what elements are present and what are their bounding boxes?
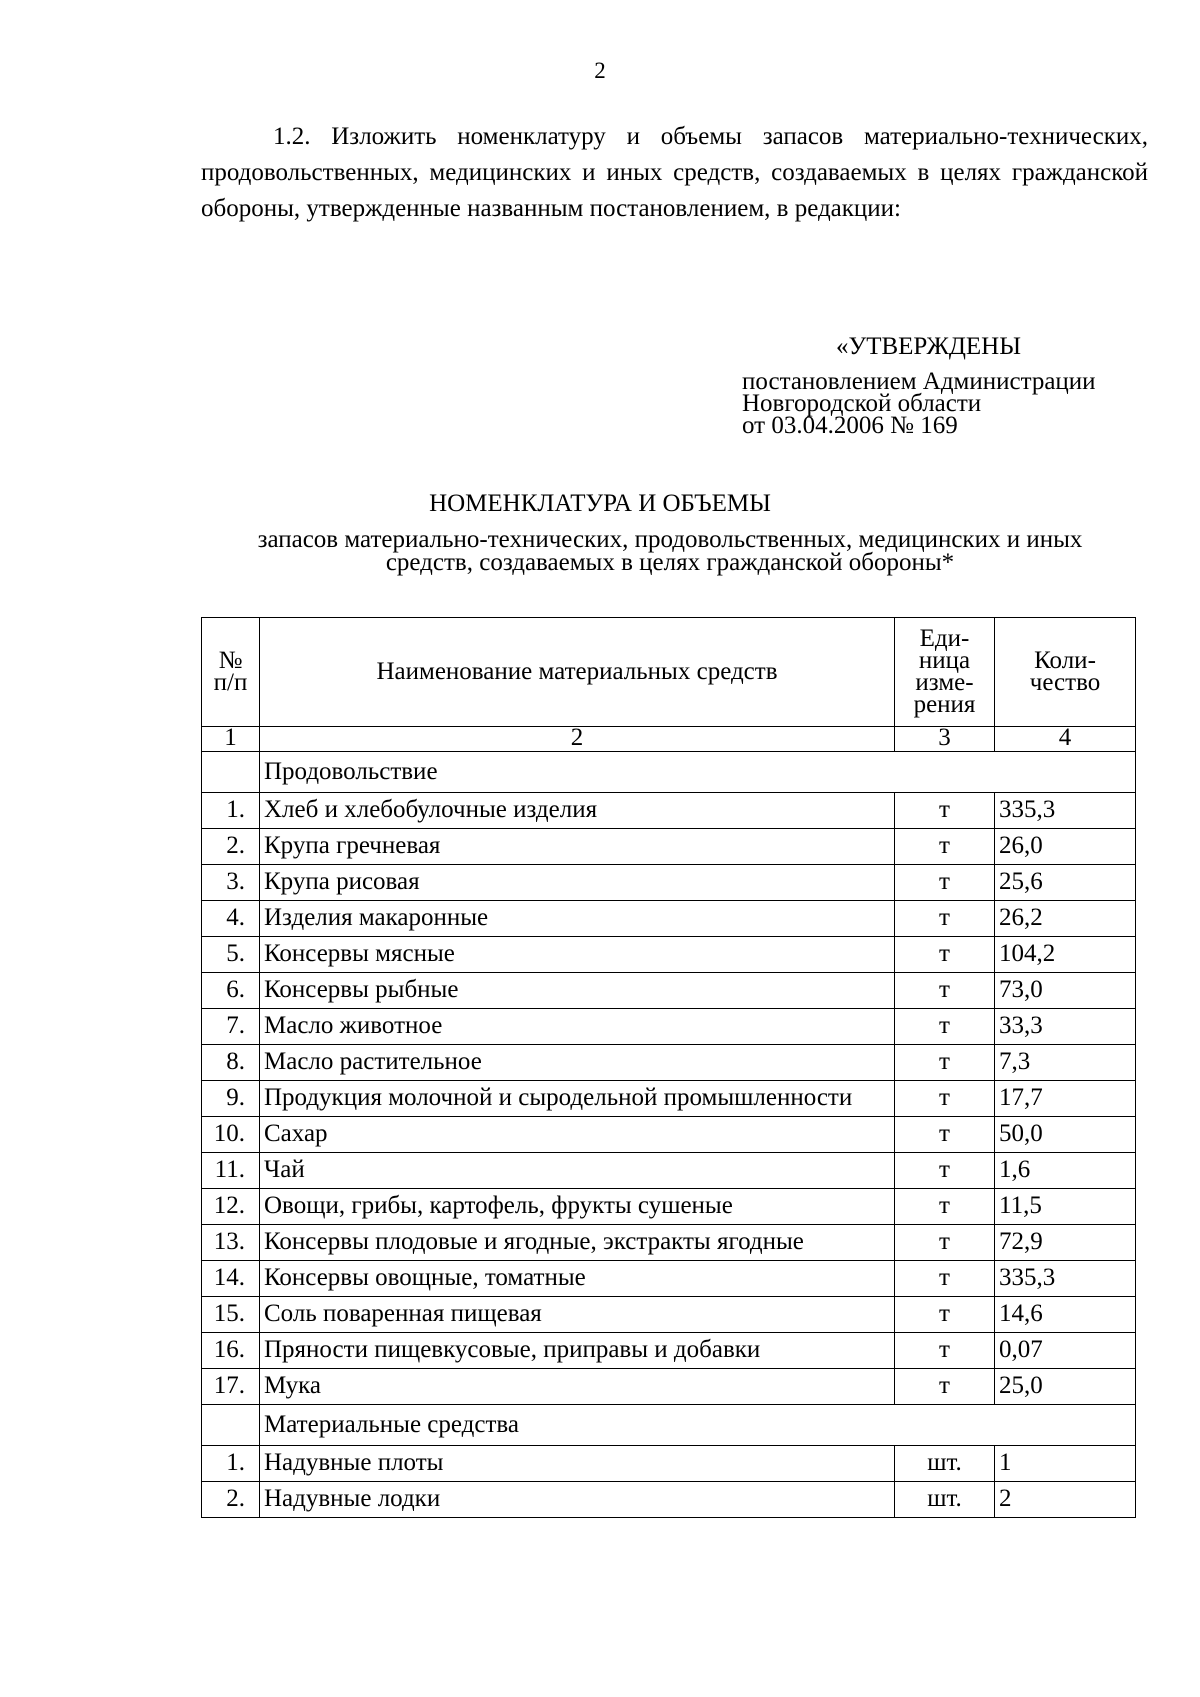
row-number: 5. bbox=[202, 937, 260, 973]
table-row bbox=[202, 1081, 1136, 1117]
row-number: 13. bbox=[202, 1225, 260, 1261]
row-unit: т bbox=[895, 1369, 995, 1405]
header-name: Наименование материальных средств bbox=[260, 618, 895, 727]
table-row bbox=[202, 1297, 1136, 1333]
header-unit: Еди- ница изме- рения bbox=[895, 618, 995, 727]
row-quantity: 25,6 bbox=[995, 865, 1136, 901]
column-number: 2 bbox=[260, 727, 895, 752]
table-row bbox=[202, 793, 1136, 829]
subtitle-line: запасов материально-технических, продовольственных, медицинских и иных bbox=[257, 526, 1083, 553]
header-num: № п/п bbox=[202, 618, 260, 727]
header-qty: Коли- чество bbox=[995, 618, 1136, 727]
approval-line: постановлением Администрации bbox=[742, 368, 1096, 395]
table-row bbox=[202, 1117, 1136, 1153]
row-name: Крупа гречневая bbox=[260, 829, 895, 865]
row-quantity: 335,3 bbox=[995, 1261, 1136, 1297]
table-row bbox=[202, 1009, 1136, 1045]
row-name: Изделия макаронные bbox=[260, 901, 895, 937]
row-name: Консервы овощные, томатные bbox=[260, 1261, 895, 1297]
row-quantity: 104,2 bbox=[995, 937, 1136, 973]
row-quantity: 14,6 bbox=[995, 1297, 1136, 1333]
row-number: 6. bbox=[202, 973, 260, 1009]
row-quantity: 72,9 bbox=[995, 1225, 1136, 1261]
row-name: Продукция молочной и сыродельной промышленности bbox=[260, 1081, 895, 1117]
section-title: Материальные средства bbox=[260, 1405, 1136, 1446]
table-row bbox=[202, 829, 1136, 865]
row-quantity: 50,0 bbox=[995, 1117, 1136, 1153]
column-number: 4 bbox=[995, 727, 1136, 752]
row-quantity: 0,07 bbox=[995, 1333, 1136, 1369]
row-unit: т bbox=[895, 901, 995, 937]
row-name: Овощи, грибы, картофель, фрукты сушеные bbox=[260, 1189, 895, 1225]
row-quantity: 335,3 bbox=[995, 793, 1136, 829]
document-title: НОМЕНКЛАТУРА И ОБЪЕМЫ bbox=[429, 490, 771, 517]
row-unit: т bbox=[895, 1009, 995, 1045]
row-number: 15. bbox=[202, 1297, 260, 1333]
row-name: Надувные лодки bbox=[260, 1482, 895, 1518]
row-name: Консервы рыбные bbox=[260, 973, 895, 1009]
row-number: 9. bbox=[202, 1081, 260, 1117]
table-row bbox=[202, 1482, 1136, 1518]
row-quantity: 17,7 bbox=[995, 1081, 1136, 1117]
row-name: Крупа рисовая bbox=[260, 865, 895, 901]
row-number: 17. bbox=[202, 1369, 260, 1405]
table-row bbox=[202, 1045, 1136, 1081]
section-num-cell bbox=[202, 752, 260, 793]
row-unit: т bbox=[895, 1081, 995, 1117]
approval-block bbox=[742, 368, 1096, 439]
row-unit: т bbox=[895, 1153, 995, 1189]
document-subtitle bbox=[190, 528, 1150, 574]
row-unit: т bbox=[895, 1045, 995, 1081]
table-row bbox=[202, 865, 1136, 901]
row-number: 16. bbox=[202, 1333, 260, 1369]
table-row bbox=[202, 937, 1136, 973]
table-row bbox=[202, 1153, 1136, 1189]
row-quantity: 26,0 bbox=[995, 829, 1136, 865]
row-number: 4. bbox=[202, 901, 260, 937]
row-quantity: 73,0 bbox=[995, 973, 1136, 1009]
row-name: Чай bbox=[260, 1153, 895, 1189]
row-name: Сахар bbox=[260, 1117, 895, 1153]
row-unit: шт. bbox=[895, 1482, 995, 1518]
row-quantity: 25,0 bbox=[995, 1369, 1136, 1405]
row-name: Консервы плодовые и ягодные, экстракты ягодные bbox=[260, 1225, 895, 1261]
row-name: Надувные плоты bbox=[260, 1446, 895, 1482]
table-body bbox=[202, 752, 1136, 1518]
row-quantity: 1,6 bbox=[995, 1153, 1136, 1189]
row-number: 11. bbox=[202, 1153, 260, 1189]
row-number: 10. bbox=[202, 1117, 260, 1153]
row-quantity: 7,3 bbox=[995, 1045, 1136, 1081]
row-number: 7. bbox=[202, 1009, 260, 1045]
row-name: Хлеб и хлебобулочные изделия bbox=[260, 793, 895, 829]
row-quantity: 2 bbox=[995, 1482, 1136, 1518]
section-row bbox=[202, 1405, 1136, 1446]
row-quantity: 33,3 bbox=[995, 1009, 1136, 1045]
subtitle-line: средств, создаваемых в целях гражданской обороны* bbox=[385, 549, 955, 576]
row-unit: т bbox=[895, 1297, 995, 1333]
table-row bbox=[202, 1369, 1136, 1405]
row-unit: т bbox=[895, 1117, 995, 1153]
approval-line: от 03.04.2006 № 169 bbox=[742, 412, 958, 439]
row-unit: т bbox=[895, 1261, 995, 1297]
table-row bbox=[202, 1225, 1136, 1261]
row-name: Мука bbox=[260, 1369, 895, 1405]
section-num-cell bbox=[202, 1405, 260, 1446]
section-title: Продовольствие bbox=[260, 752, 1136, 793]
row-name: Масло растительное bbox=[260, 1045, 895, 1081]
row-quantity: 26,2 bbox=[995, 901, 1136, 937]
table-row bbox=[202, 1261, 1136, 1297]
row-name: Пряности пищевкусовые, приправы и добавки bbox=[260, 1333, 895, 1369]
nomenclature-table bbox=[201, 617, 1136, 1518]
row-unit: т bbox=[895, 937, 995, 973]
row-unit: т bbox=[895, 973, 995, 1009]
row-number: 12. bbox=[202, 1189, 260, 1225]
table-row bbox=[202, 973, 1136, 1009]
row-quantity: 1 bbox=[995, 1446, 1136, 1482]
table-row bbox=[202, 1446, 1136, 1482]
row-quantity: 11,5 bbox=[995, 1189, 1136, 1225]
approval-heading: «УТВЕРЖДЕНЫ bbox=[836, 333, 1022, 360]
approval-line: Новгородской области bbox=[742, 390, 982, 417]
row-name: Масло животное bbox=[260, 1009, 895, 1045]
row-unit: т bbox=[895, 1333, 995, 1369]
row-unit: т bbox=[895, 1189, 995, 1225]
row-name: Соль поваренная пищевая bbox=[260, 1297, 895, 1333]
row-number: 1. bbox=[202, 1446, 260, 1482]
table-row bbox=[202, 1189, 1136, 1225]
column-number-row bbox=[202, 727, 1136, 752]
table-header-row bbox=[202, 618, 1136, 727]
table-row bbox=[202, 901, 1136, 937]
row-number: 3. bbox=[202, 865, 260, 901]
section-row bbox=[202, 752, 1136, 793]
row-number: 2. bbox=[202, 829, 260, 865]
row-unit: т bbox=[895, 1225, 995, 1261]
row-number: 14. bbox=[202, 1261, 260, 1297]
row-unit: т bbox=[895, 793, 995, 829]
table-row bbox=[202, 1333, 1136, 1369]
row-unit: т bbox=[895, 829, 995, 865]
row-number: 2. bbox=[202, 1482, 260, 1518]
column-number: 1 bbox=[202, 727, 260, 752]
row-number: 8. bbox=[202, 1045, 260, 1081]
page-number: 2 bbox=[594, 58, 606, 83]
row-unit: шт. bbox=[895, 1446, 995, 1482]
row-name: Консервы мясные bbox=[260, 937, 895, 973]
column-number: 3 bbox=[895, 727, 995, 752]
row-number: 1. bbox=[202, 793, 260, 829]
row-unit: т bbox=[895, 865, 995, 901]
intro-paragraph: 1.2. Изложить номенклатуру и объемы запасов материально-технических, продовольственных, медицинских и иных средств, создаваемых в целях гражданской обороны, утвержденные названным постановлением, в редакции: bbox=[201, 123, 1148, 222]
